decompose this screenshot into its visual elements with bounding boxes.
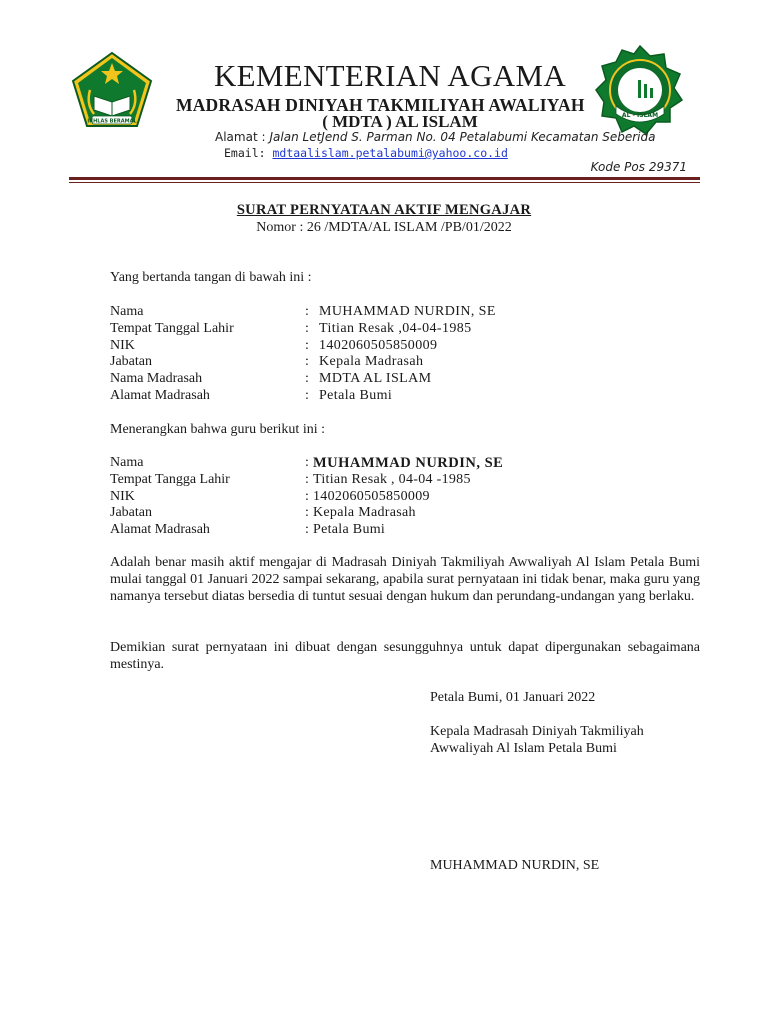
statement-intro: Menerangkan bahwa guru berikut ini :	[110, 422, 325, 437]
colon: :	[305, 455, 309, 470]
colon: :	[305, 471, 309, 487]
colon: :	[305, 505, 309, 521]
colon: :	[305, 387, 309, 403]
address-label: Alamat :	[215, 130, 266, 144]
logo-right-label: AL - ISLAM	[621, 112, 659, 119]
field-value: MDTA AL ISLAM	[319, 371, 432, 387]
email-link[interactable]: mdtaalislam.petalabumi@yahoo.co.id	[272, 146, 508, 160]
teacher-row	[110, 522, 503, 539]
signer-row	[110, 371, 496, 388]
intro-text: Yang bertanda tangan di bawah ini :	[110, 270, 312, 285]
field-label: Jabatan	[110, 505, 152, 521]
signer-row	[110, 304, 496, 321]
signer-title-line1: Kepala Madrasah Diniyah Takmiliyah	[430, 724, 644, 739]
address-line	[215, 130, 655, 144]
colon: :	[305, 304, 309, 319]
email-line	[224, 146, 508, 160]
colon: :	[305, 488, 309, 504]
field-value: Kepala Madrasah	[313, 505, 416, 521]
field-value: MUHAMMAD NURDIN, SE	[319, 304, 496, 319]
place-date: Petala Bumi, 01 Januari 2022	[430, 690, 596, 705]
teacher-row	[110, 472, 503, 489]
letterhead-rule-thick	[69, 177, 700, 180]
field-label: Nama	[110, 304, 144, 319]
signer-row	[110, 338, 496, 355]
field-value: Titian Resak , 04-04 -1985	[313, 471, 471, 487]
ministry-heading: KEMENTERIAN AGAMA	[213, 58, 567, 93]
mdta-al-islam-logo	[594, 44, 686, 136]
signer-row	[110, 354, 496, 371]
school-abbreviation: ( MDTA ) AL ISLAM	[322, 112, 478, 131]
colon: :	[305, 354, 309, 370]
teacher-row	[110, 455, 503, 472]
document-number: Nomor : 26 /MDTA/AL ISLAM /PB/01/2022	[256, 220, 512, 235]
field-value: Petala Bumi	[319, 387, 393, 403]
field-label: Alamat Madrasah	[110, 387, 210, 403]
field-value: Kepala Madrasah	[319, 354, 424, 370]
field-label: Alamat Madrasah	[110, 522, 210, 538]
teacher-row	[110, 489, 503, 506]
teacher-details-table	[110, 455, 503, 539]
field-value: MUHAMMAD NURDIN, SE	[313, 455, 504, 471]
kementerian-agama-logo	[68, 50, 156, 130]
field-label: NIK	[110, 337, 135, 353]
document-title: SURAT PERNYATAAN AKTIF MENGAJAR	[236, 202, 532, 218]
colon: :	[305, 522, 309, 538]
field-label: Tempat Tangga Lahir	[110, 471, 230, 487]
field-value: 1402060505850009	[313, 488, 430, 504]
address-value: Jalan LetJend S. Parman No. 04 Petalabumi Kecamatan Seberida	[269, 130, 656, 144]
field-value: Petala Bumi	[313, 522, 386, 538]
signer-details-table	[110, 304, 496, 405]
signer-name: MUHAMMAD NURDIN, SE	[430, 858, 600, 873]
email-label: Email:	[224, 146, 266, 160]
field-value: Titian Resak ,04-04-1985	[319, 320, 472, 336]
body-paragraph: Adalah benar masih aktif mengajar di Madrasah Diniyah Takmiliyah Awwaliyah Al Islam Petala Bumi mulai tanggal 01 Januari 2022 sampai sekarang, apabila surat pernyataan ini tidak benar, maka guru yang namanya tersebut diatas bersedia di tuntut sesuai dengan hukum dan perundang-undangan yang berlaku.	[110, 555, 700, 604]
closing-paragraph: Demikian surat pernyataan ini dibuat dengan sesungguhnya untuk dapat dipergunakan sebagaimana mestinya.	[110, 640, 700, 672]
school-name: MADRASAH DINIYAH TAKMILIYAH AWALIYAH	[176, 95, 585, 115]
teacher-row	[110, 505, 503, 522]
colon: :	[305, 371, 309, 387]
letterhead-rule-thin	[69, 182, 700, 183]
logo-left-motto: IKHLAS BERAMAL	[87, 118, 137, 125]
field-label: Jabatan	[110, 354, 152, 370]
colon: :	[305, 337, 309, 353]
field-label: Nama Madrasah	[110, 371, 203, 387]
field-label: NIK	[110, 488, 135, 504]
signer-row	[110, 388, 496, 405]
colon: :	[305, 320, 309, 336]
postal-code: Kode Pos 29371	[590, 160, 687, 174]
field-value: 1402060505850009	[319, 337, 438, 353]
signer-row	[110, 321, 496, 338]
field-label: Tempat Tanggal Lahir	[110, 320, 234, 336]
signer-title-line2: Awwaliyah Al Islam Petala Bumi	[430, 741, 617, 756]
field-label: Nama	[110, 455, 144, 470]
